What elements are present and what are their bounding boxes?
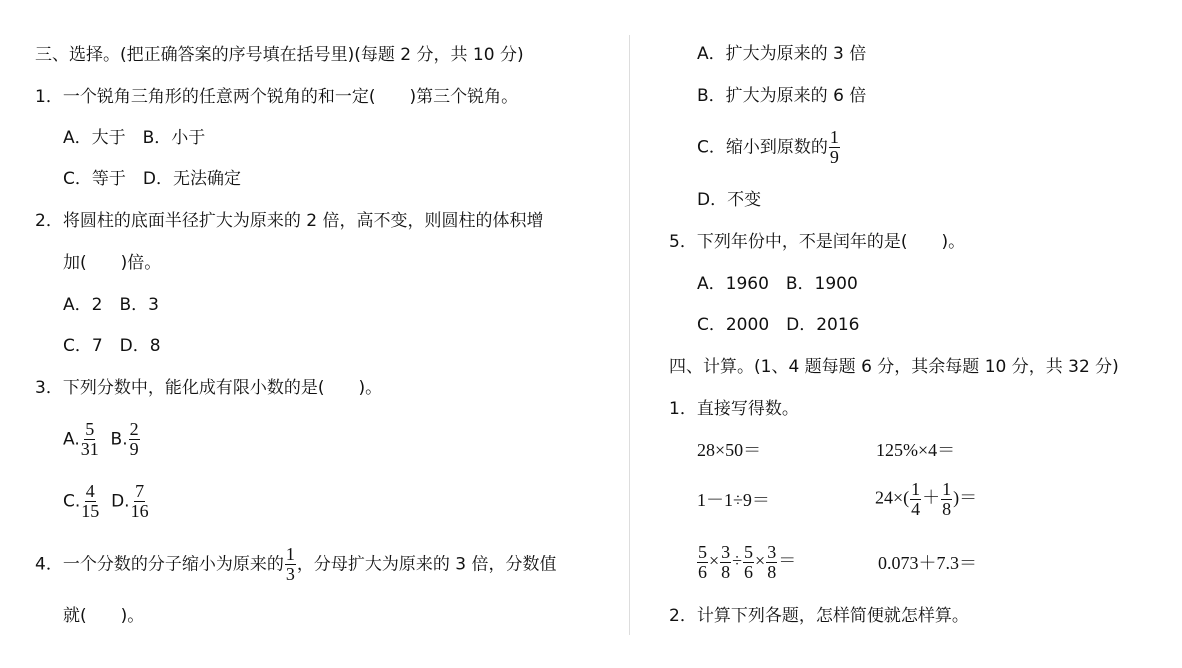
expression-2: 125%×4＝ <box>876 440 956 460</box>
expr-part: )＝ <box>953 487 978 508</box>
fraction <box>720 543 731 582</box>
calc-question-1: 1．直接写得数。 <box>669 399 799 419</box>
denominator: 4 <box>911 499 921 519</box>
expression-5 <box>696 543 796 582</box>
expression-1: 28×50＝ <box>697 440 762 460</box>
question-1: 1．一个锐角三角形的任意两个锐角的和一定( )第三个锐角。 <box>35 87 519 107</box>
expr-part: ＝ <box>778 550 797 571</box>
question-5-options-cd: C．2000 D．2016 <box>697 315 860 335</box>
question-3-options-ab <box>63 420 141 459</box>
section-4-heading: 四、计算。(1、4 题每题 6 分，其余每题 10 分，共 32 分) <box>669 357 1119 377</box>
denominator: 9 <box>829 147 839 167</box>
numerator: 5 <box>744 542 754 562</box>
operator: × <box>755 550 766 571</box>
option-label: D. <box>111 491 130 512</box>
question-2-options-cd: C．7 D．8 <box>63 336 161 356</box>
expression-6: 0.073＋7.3＝ <box>878 553 977 573</box>
expression-3: 1－1÷9＝ <box>697 490 770 510</box>
column-divider <box>629 35 630 635</box>
numerator: 1 <box>285 544 295 564</box>
calc-question-2: 2．计算下列各题，怎样简便就怎样算。 <box>669 606 969 626</box>
option-label: B. <box>110 429 128 450</box>
question-4-text: 4．一个分数的分子缩小为原来的 <box>35 554 284 575</box>
denominator: 3 <box>285 564 295 584</box>
fraction <box>131 482 149 521</box>
fraction <box>129 420 140 459</box>
denominator: 6 <box>744 562 754 582</box>
option-text: C．缩小到原数的 <box>697 137 828 158</box>
fraction <box>697 543 708 582</box>
numerator: 5 <box>698 542 707 562</box>
fraction <box>829 128 840 167</box>
numerator: 4 <box>85 481 95 501</box>
denominator: 8 <box>721 562 731 582</box>
question-5-options-ab: A．1960 B．1900 <box>697 274 858 294</box>
numerator: 1 <box>911 479 921 499</box>
numerator: 3 <box>721 542 731 562</box>
numerator: 5 <box>85 419 95 439</box>
section-3-heading: 三、选择。(把正确答案的序号填在括号里)(每题 2 分，共 10 分) <box>35 45 524 65</box>
question-4-option-c <box>697 128 841 167</box>
fraction <box>766 543 777 582</box>
option-label: C. <box>63 491 81 512</box>
operator: ＋ <box>922 487 941 508</box>
denominator: 31 <box>80 439 99 459</box>
fraction <box>81 420 99 459</box>
numerator: 1 <box>829 127 839 147</box>
question-4-line-2: 就( )。 <box>63 606 145 626</box>
operator: × <box>709 550 720 571</box>
numerator: 2 <box>129 419 139 439</box>
question-4-option-b: B．扩大为原来的 6 倍 <box>697 86 867 106</box>
question-5: 5．下列年份中，不是闰年的是( )。 <box>669 232 966 252</box>
question-2-line-1: 2．将圆柱的底面半径扩大为原来的 2 倍，高不变，则圆柱的体积增 <box>35 211 544 231</box>
question-2-options-ab: A．2 B．3 <box>63 295 159 315</box>
question-1-options-cd: C．等于 D．无法确定 <box>63 169 241 189</box>
fraction <box>81 482 99 521</box>
fraction <box>941 480 952 519</box>
expression-4 <box>875 480 977 519</box>
question-3-options-cd <box>63 482 150 521</box>
numerator: 1 <box>942 479 952 499</box>
numerator: 3 <box>767 542 777 562</box>
numerator: 7 <box>135 481 145 501</box>
denominator: 6 <box>698 562 707 582</box>
question-4-text: ，分母扩大为原来的 3 倍，分数值 <box>296 554 557 575</box>
option-label: A. <box>63 429 80 450</box>
fraction <box>743 543 754 582</box>
question-4-line-1 <box>35 545 556 584</box>
denominator: 16 <box>130 501 149 521</box>
fraction <box>910 480 921 519</box>
question-4-option-a: A．扩大为原来的 3 倍 <box>697 44 867 64</box>
denominator: 8 <box>942 499 952 519</box>
fraction <box>285 545 296 584</box>
question-3: 3．下列分数中，能化成有限小数的是( )。 <box>35 378 383 398</box>
operator: ÷ <box>732 550 743 571</box>
question-1-options-ab: A．大于 B．小于 <box>63 128 206 148</box>
question-2-line-2: 加( )倍。 <box>63 253 162 273</box>
denominator: 8 <box>767 562 777 582</box>
question-4-option-d: D．不变 <box>697 190 762 210</box>
denominator: 15 <box>81 501 100 521</box>
denominator: 9 <box>129 439 139 459</box>
expr-part: 24×( <box>875 487 910 508</box>
